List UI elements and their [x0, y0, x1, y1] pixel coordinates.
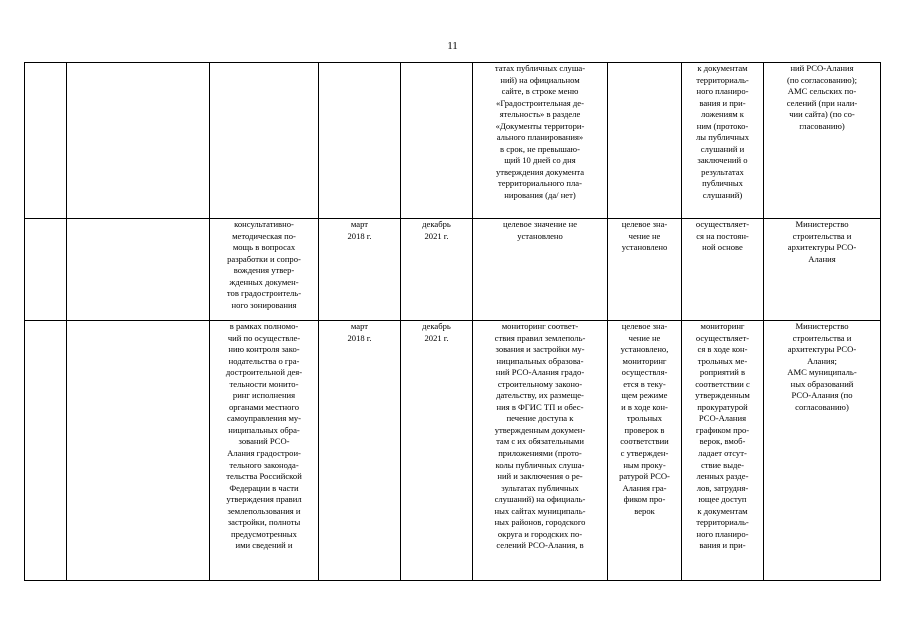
page-number: 11 [447, 40, 458, 52]
cell-start-date: март 2018 г. [319, 219, 401, 321]
cell-number [25, 63, 67, 219]
cell-indicator: татах публичных слуша- ний) на официальном сайте, в строке меню «Градостроительная де- ятельность» в разделе «Документы территори- ального планирования» в срок, не превышаю- щий 10 дней со дня утверждения документа территориального пла- нирования (да/ нет) [473, 63, 608, 219]
cell-number [25, 219, 67, 321]
cell-status: осуществляет- ся на постоян- ной основе [682, 219, 764, 321]
cell-target-value: целевое зна- чение не установлено, мониторинг осуществля- ется в теку- щем режиме и в ходе кон- трольных проверок в соответствии с утвержден- ным проку- ратурой РСО- Алания гра- фиком про- верок [608, 321, 682, 581]
table-row [25, 219, 881, 321]
cell-indicator: целевое значение не установлено [473, 219, 608, 321]
cell-activity: консультативно- методическая по- мощь в вопросах разработки и сопро- вождения утвер- жденных докумен- тов градостроитель- ного зонирования [210, 219, 319, 321]
cell-activity [210, 63, 319, 219]
cell-target-value: целевое зна- чение не установлено [608, 219, 682, 321]
cell-end-date: декабрь 2021 г. [401, 321, 473, 581]
cell-status: к документам территориаль- ного планиро- вания и при- ложениям к ним (протоко- лы публичных слушаний и заключений о результатах публичных слушаний) [682, 63, 764, 219]
cell-activity: в рамках полномо- чий по осуществле- нию контроля зако- нодательства о гра- достроительной дея- тельности монито- ринг исполнения органами местного самоуправления му- ниципальных обра- зований РСО- Алания градострои- тельного законода- тельства Российской Федерации в части утверждения правил землепользования и застройки, полноты предусмотренных ими сведений и [210, 321, 319, 581]
table-row [25, 63, 881, 219]
cell-start-date [319, 63, 401, 219]
cell-end-date [401, 63, 473, 219]
cell-status: мониторинг осуществляет- ся в ходе кон- трольных ме- роприятий в соответствии с утвержденным прокуратурой РСО-Алания графиком про- верок, вмоб- ладает отсут- ствие выде- ленных разде- лов, затрудня- ющее доступ к документам территориаль- ного планиро- вания и при- [682, 321, 764, 581]
cell-measure [67, 321, 210, 581]
cell-start-date: март 2018 г. [319, 321, 401, 581]
cell-end-date: декабрь 2021 г. [401, 219, 473, 321]
cell-number [25, 321, 67, 581]
cell-measure [67, 219, 210, 321]
cell-indicator: мониторинг соответ- ствия правил землеполь- зования и застройки му- ниципальных образова- ний РСО-Алания градо- строительному законо- дательству, их размеще- ния в ФГИС ТП и обес- печение доступа к утвержденным докумен- там с их обязательными приложениями (прото- колы публичных слуша- ний и заключения о ре- зультатах публичных слушаний) на официаль- ных сайтах муниципаль- ных районов, городского округа и городских по- селений РСО-Алания, в [473, 321, 608, 581]
cell-responsible: Министерство строительства и архитектуры РСО- Алания; АМС муниципаль- ных образований РСО-Алания (по согласованию) [764, 321, 881, 581]
cell-responsible: ний РСО-Алания (по согласованию); АМС сельских по- селений (при нали- чии сайта) (по со- гласованию) [764, 63, 881, 219]
cell-target-value [608, 63, 682, 219]
plan-table [24, 62, 881, 581]
cell-measure [67, 63, 210, 219]
table-row [25, 321, 881, 581]
cell-responsible: Министерство строительства и архитектуры РСО- Алания [764, 219, 881, 321]
